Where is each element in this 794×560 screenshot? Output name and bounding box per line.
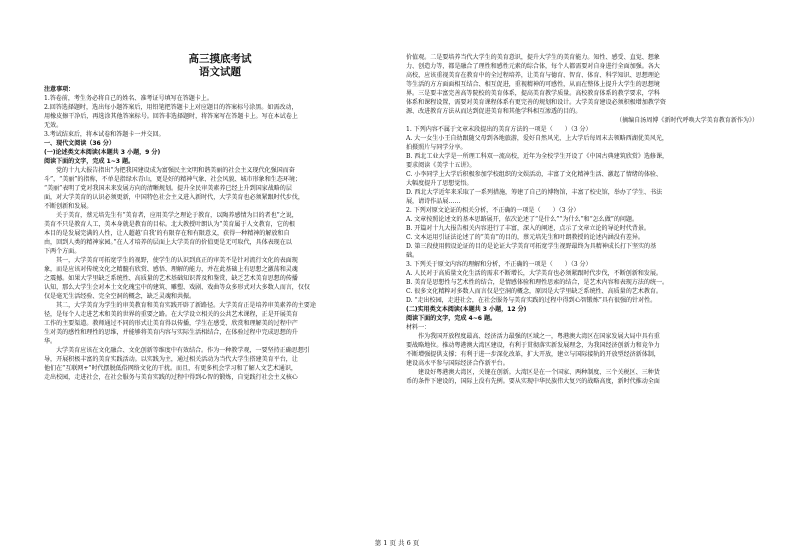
text-line: 展，请诗作品展…… xyxy=(406,198,461,205)
text-line: 大幅度提升了思想觉悟。 xyxy=(406,180,473,187)
text-line: 要战略地位。推动粤港澳大湾区建设，有利于贯彻落实新发展理念，为我国经济创新力和竞争力 xyxy=(406,342,660,349)
text-line: 3. 下列关于原文内容的理解和分析，不正确的一项是（ ）（3 分） xyxy=(406,261,592,268)
text-line: 础。 xyxy=(406,252,419,259)
text-line: 高校，应该重视美育在教育中的全过程培养，让美育与德育、智育、体育、科学知识、思想理论 xyxy=(406,72,660,79)
text-line: D. “走出校园，走进社会，在社会服务与美育实践的过程中得到心智锻炼”具有很强的针对性。 xyxy=(406,297,657,304)
text-line: B. 西北工业大学是一所理工科双一流高校，近年为全校学生开设了《中国古典建筑欣赏》选修课， xyxy=(406,153,669,160)
left-column xyxy=(44,0,396,382)
text-line: A. 人民对于高质量文化生活的需求不断增长，大学美育也必须紧跟时代步伐，不断创新和发展。 xyxy=(406,270,662,277)
text-line: 华。 xyxy=(44,338,57,345)
right-column xyxy=(406,0,758,386)
text-line: 币的条件下建设的，国际上没有先例。要从实现中华民族伟大复兴的战略高度，新时代推动全面 xyxy=(406,378,660,385)
right-text-block xyxy=(406,53,758,386)
left-text-block xyxy=(44,85,396,382)
text-line: 本目的是发展完满的人性，让人超越‘自我’的有限存在和有限意义，获得一种精神的解放和自 xyxy=(44,230,290,237)
text-line: 拍摄照片与同学分享。 xyxy=(406,144,467,151)
text-line: 建设好粤港澳大湾区，关键在创新。大湾区是在一个国家、两种制度、三个关税区、三种货 xyxy=(418,369,660,376)
text-line: A. 文章按照论述文的基本思路展开，依次论述了“是什么”“为什么”和“怎么做”的问题。 xyxy=(406,216,639,223)
text-line: 关于美育，蔡元培先生有“美育者，应用美学之理论于教育，以陶养感情为目的者也”之说， xyxy=(56,212,298,219)
page-footer: 第 1 页 共 6 页 xyxy=(374,539,420,547)
text-line: 其一，大学美育可拓宽学生的视野，使学生的认识到真正的审美不是针对流行文化的表面现 xyxy=(56,257,298,264)
text-line: 用橡皮擦干净后，再选涂其他答案标号。回答非选择题时，将答案写在答题卡上。写在本试卷上 xyxy=(44,113,298,120)
text-line: 生对美的感性和理性的思维，并能够将美育内容与实际生活相结合，在体验过程中完成思想的升 xyxy=(44,329,298,336)
text-line: 仅是毫无生活经验、完全空洞的概念，缺乏灵魂和共振。 xyxy=(44,293,196,300)
text-line: B. 美育是思想性与艺术性的结合，是情感体验和理性思索的结合，是艺术内容和表现方法的统一。 xyxy=(406,279,669,286)
text-line: 大学美育应该在文化融合、文化创新等维度中有效结合。作为一种教学观，一要坚持正确思想引 xyxy=(56,347,310,354)
text-line: B. 开篇对十九大报告相关内容进行了丰富，深入的阐述，点示了文章立论的导论时代背景。 xyxy=(406,225,650,232)
text-line: 美育不只是教育人工，美本身就是教育的目标。北大教授叶朗认为“美育属于人文教育，它的根 xyxy=(44,221,295,228)
text-line: 力、创造力等，都是融合了理性和感性元素的综合体，每个人都需要对自身进行全面加强。各大 xyxy=(406,63,660,70)
text-line: 径，是每个人走进艺术和美的世界的重要之路。在大学设立相关的公共艺术课程，正是开展美育 xyxy=(44,311,298,318)
text-line: 2.回答选择题时，选出每小题答案后，用铅笔把答题卡上对应题目的答案标号涂黑。如需改动， xyxy=(44,104,298,111)
text-line: 等生活的方方面面相互结合、相互促进，重视精神的可感性，从而在整体上提升大学生的思想境 xyxy=(406,81,660,88)
text-line: 由，回到人类的精神家园。”在人才培养的层面上大学美育的价值更是无可取代，具体表现在以 xyxy=(44,239,292,246)
text-line: 体系和课程设置，需要对美育课程体系有更完善的规划和设计。大学美育建设必须积极增加教学资 xyxy=(406,99,666,106)
text-line: 1.答卷前，考生务必将自己的姓名、准考证号填写在答题卡上。 xyxy=(44,95,213,102)
text-line: 一、现代文阅读（36 分） xyxy=(44,140,115,147)
text-line: C. 小李同学上大学后积极参加学校组织的文娱活动，丰富了文化精神生活、激起了情绪的体验、 xyxy=(406,171,662,178)
text-line: 走出校园，走进社会，在社会服务与美育实践的过程中得到心智的锻炼，自觉践行社会主义核心 xyxy=(44,374,298,381)
text-line: 阅读下面的文字，完成 4~6 题。 xyxy=(406,315,497,322)
text-line: (二)实用类文本阅读(本题共 3 小题，12 分) xyxy=(406,306,527,313)
text-line: 不断创新和发展。 xyxy=(44,203,93,210)
text-line: 导，开展积极丰富的美育实践活动。以实践为主，通过相关活动为当代大学生搭建美育平台，让 xyxy=(44,356,298,363)
text-line: A. 大一女生小王自幼跟随父母到各地旅游，爱好自然风光，上大学后每周末去领略西湖优美风光， xyxy=(406,135,668,142)
text-line: 材料一： xyxy=(406,324,431,331)
text-line: D. 西北大学近年来采取了一系列措施，筹建了自己的博物馆，丰富了校史馆，举办了学生、书法 xyxy=(406,189,663,196)
text-line: 之震撼。如果大学里缺乏系统性、高质量的艺术基础知识普及和鉴赏，缺乏艺术美育思想的传播 xyxy=(44,275,298,282)
text-line: 工作的主要渠道。教师通过不同的形式让美育得以传播，学生在感受、欣赏和理解美的过程中产 xyxy=(44,320,298,327)
text-line: 要求阅读《美学十五讲》。 xyxy=(406,162,476,169)
text-line: (一)论述类文本阅读(本题共 3 小题，9 分) xyxy=(44,149,161,156)
text-line: 3.考试结束后，将本试卷和答题卡一并交回。 xyxy=(44,131,165,138)
text-line: 斗”，“美丽”的指称，不单是指绿水青山，更是好的精神气象、社会风貌、城市形象和生态环境； xyxy=(44,176,301,183)
exam-subtitle: 语文试题 xyxy=(199,66,241,78)
text-line: 建设高水平参与国际经济合作新平台。 xyxy=(406,360,509,367)
text-line: 界。三是要丰富完善高等院校的美育体系，提高美育教学质量。高校教育体系的教学要求，学科 xyxy=(406,90,660,97)
exam-title: 高三摸底考试 xyxy=(188,53,252,65)
text-line: 下两个方面。 xyxy=(44,248,81,255)
text-line: 1. 下列内容不属于文章末段提出的美育方法的一项是（ ）（3 分） xyxy=(406,126,592,133)
text-line: 无效。 xyxy=(44,122,63,129)
text-line: 面，对大学美育的认识必须更新，中国特色社会主义进入新时代，大学美育也必须紧跟时代步伐， xyxy=(44,194,304,201)
text-line: C. 很多文化精粹对多数人而言仅是空洞的概念，原因是大学里缺乏系统性、高质量的艺术教育。 xyxy=(406,288,662,295)
text-line: 2. 下列对原文论证的相关分析，不正确的一项是（ ）（3 分） xyxy=(406,207,580,214)
text-line: C. 文本运用引证法论述了的“美育”的目的，蔡元培先生和叶朗教授的论述内涵没有差异。 xyxy=(406,234,644,241)
text-line: D. 第三段使用假设论证的目的是论证大学美育可拓宽学生视野最终为具精神成长打下坚实的基 xyxy=(406,243,657,250)
text-line: 认知，那么大学生会对本土文化瑰宝中的建筑、雕塑、戏剧、戏曲等众多形式对大多数人而言，仅仅 xyxy=(44,284,310,291)
text-line: 阅读下面的文字，完成 1~3 题。 xyxy=(44,158,135,165)
text-line: 其二，大学美育为学生的审美教育和美育实践开辟了新路径。大学美育正是培养审美素养的主要途 xyxy=(56,302,316,309)
text-line: 他们在“互联网+”时代摆脱低俗网络文化的干扰。而且，有更多机会学习和了解人文艺术通识， xyxy=(44,365,297,372)
text-line: （摘编自汤周博《新时代呼唤大学美育教育新作为》） xyxy=(616,117,758,124)
text-line: 源、改进教育方法从而达到促进美育和其他学科相互渗透的目的。 xyxy=(406,108,582,115)
text-line: 注意事项： xyxy=(44,86,75,93)
text-line: 价值观。二是要培养当代大学生的美育意识，提升大学生的美育能力。知性、感受、直觉、想象 xyxy=(406,54,660,61)
text-line: “美丽”表明了党对我国未来发展方向的清晰规划。提升全民审美素养已经上升到国家战略的层 xyxy=(44,185,292,192)
text-line: 作为我国开放程度最高、经济活力最强的区域之一，粤港澳大湾区在国家发展大局中具有重 xyxy=(418,333,660,340)
text-line: 党的十九大报告指出“为把我国建设成为富强民主文明和谐美丽的社会主义现代化强国而奋 xyxy=(56,167,295,174)
text-line: 象，而是应该对传统文化之精髓有欣赏、感悟、理解的能力，并在此基础上有思想之激荡和灵魂 xyxy=(44,266,298,273)
text-line: 不断增强提供支撑；有利于进一步深化改革，扩大开放，建立与国际接轨的开放型经济新体制， xyxy=(406,351,660,358)
